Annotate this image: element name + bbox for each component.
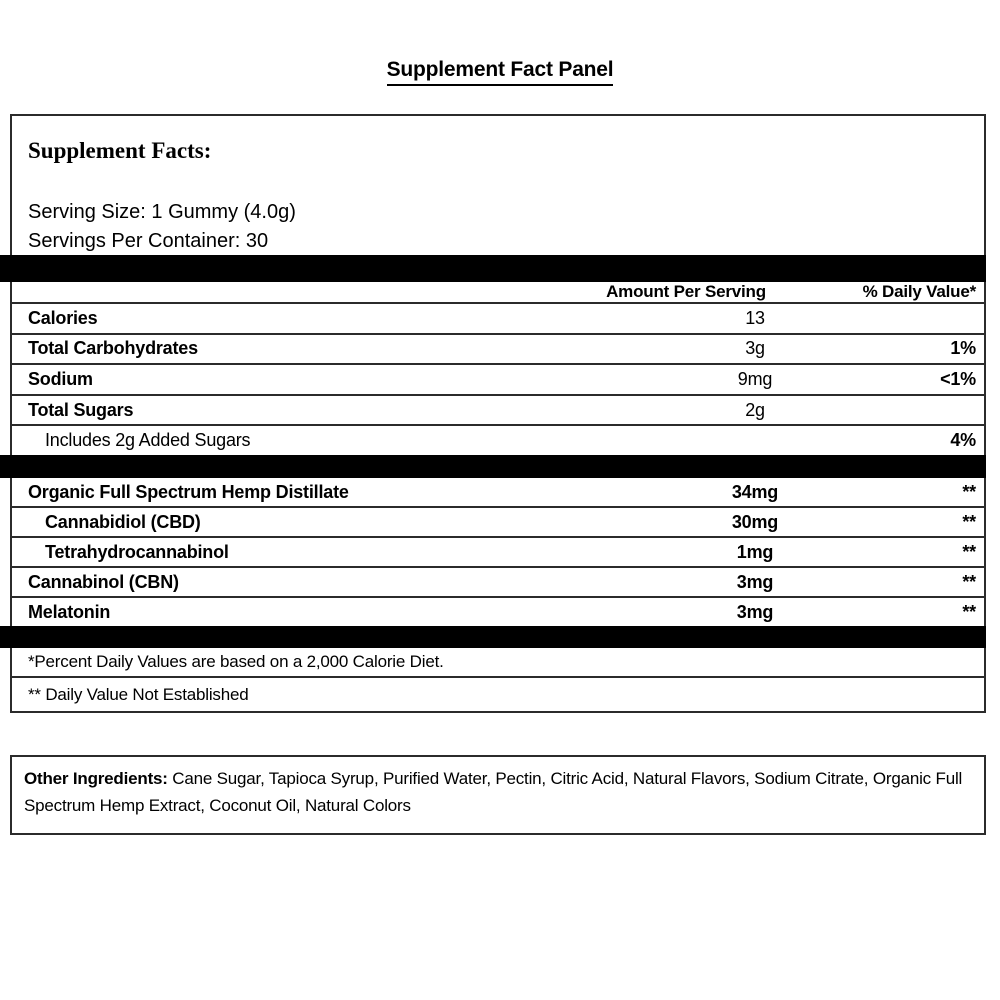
footnote-not-established: ** Daily Value Not Established xyxy=(28,684,249,704)
serving-size: Serving Size: 1 Gummy (4.0g) xyxy=(28,201,296,223)
footnote-daily-values: *Percent Daily Values are based on a 2,000 Calorie Diet. xyxy=(28,652,444,671)
table-row xyxy=(12,596,984,626)
other-ingredients-label: Other Ingredients: xyxy=(24,769,168,788)
nutrient-amount: 2g xyxy=(745,399,765,420)
page-title: Supplement Fact Panel xyxy=(387,58,614,86)
separator-bar xyxy=(0,455,986,478)
column-header-amount: Amount Per Serving xyxy=(606,282,766,301)
table-row xyxy=(12,536,984,566)
footnote-row xyxy=(12,678,984,711)
table-header-row xyxy=(12,282,984,304)
table-row xyxy=(12,566,984,596)
active-amount: 3mg xyxy=(736,601,774,622)
separator-bar xyxy=(0,255,986,282)
nutrient-name: Total Sugars xyxy=(28,399,134,420)
column-header-daily-value: % Daily Value* xyxy=(862,282,976,301)
panel-title: Supplement Facts: xyxy=(28,138,212,163)
footnote-row xyxy=(12,648,984,678)
servings-per-container: Servings Per Container: 30 xyxy=(28,230,269,252)
other-ingredients-box xyxy=(10,755,986,835)
active-name: Organic Full Spectrum Hemp Distillate xyxy=(28,481,349,502)
actives-table xyxy=(12,478,984,626)
nutrient-name: Sodium xyxy=(28,368,93,389)
active-daily-value: ** xyxy=(962,511,976,532)
other-ingredients-text: Cane Sugar, Tapioca Syrup, Purified Water, Pectin, Citric Acid, Natural Flavors, Sodium Citrate, Organic Full Spectrum Hemp Extract, Coconut Oil, Natural Colors xyxy=(24,769,963,815)
active-amount: 30mg xyxy=(731,511,779,532)
table-row xyxy=(12,424,984,455)
table-row xyxy=(12,333,984,364)
active-daily-value: ** xyxy=(962,481,976,502)
page-title-container xyxy=(0,58,1000,86)
nutrient-amount: 3g xyxy=(745,338,765,359)
nutrients-table xyxy=(12,304,984,455)
active-amount: 3mg xyxy=(736,571,774,592)
nutrient-amount: 13 xyxy=(745,307,765,328)
nutrient-daily-value: 4% xyxy=(950,430,976,451)
active-daily-value: ** xyxy=(962,571,976,592)
table-row xyxy=(12,478,984,506)
table-row xyxy=(12,304,984,333)
table-row xyxy=(12,394,984,425)
separator-bar xyxy=(0,626,986,648)
active-name: Cannabidiol (CBD) xyxy=(45,511,201,532)
active-daily-value: ** xyxy=(962,601,976,622)
nutrient-amount: 9mg xyxy=(737,368,773,389)
active-name: Melatonin xyxy=(28,601,111,622)
nutrient-name: Calories xyxy=(28,307,98,328)
active-amount: 1mg xyxy=(736,541,774,562)
nutrient-daily-value: 1% xyxy=(950,338,976,359)
nutrient-daily-value: <1% xyxy=(940,368,976,389)
table-row xyxy=(12,506,984,536)
active-name: Tetrahydrocannabinol xyxy=(45,541,229,562)
table-row xyxy=(12,363,984,394)
nutrient-name: Includes 2g Added Sugars xyxy=(45,430,251,451)
active-daily-value: ** xyxy=(962,541,976,562)
nutrient-name: Total Carbohydrates xyxy=(28,338,198,359)
active-name: Cannabinol (CBN) xyxy=(28,571,179,592)
active-amount: 34mg xyxy=(731,481,779,502)
